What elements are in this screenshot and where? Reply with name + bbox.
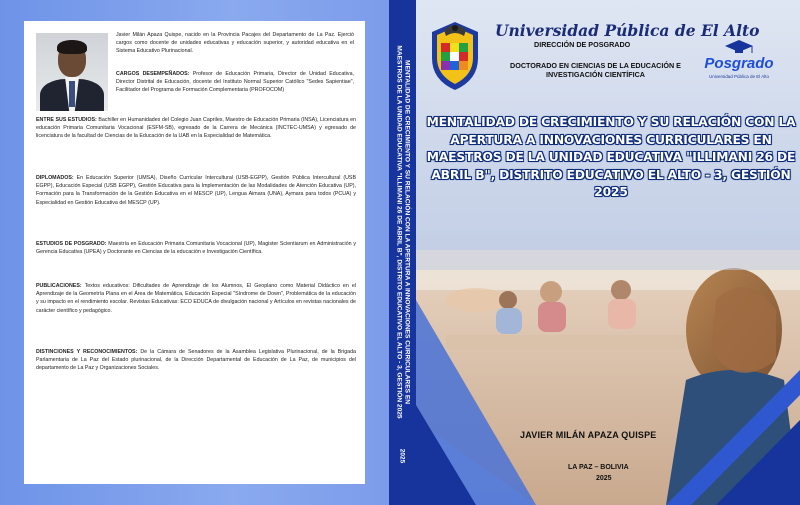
- cargos-section: [116, 70, 354, 95]
- spine-title-line-1: MENTALIDAD DE CRECIMIENTO Y SU RELACIÓN CON LA APERTURA A INNOVACIONES CURRICULARES EN: [403, 60, 411, 404]
- publicaciones-label: PUBLICACIONES:: [36, 283, 82, 289]
- back-cover: [0, 0, 389, 505]
- university-crest-logo: [424, 18, 486, 94]
- book-title: MENTALIDAD DE CRECIMIENTO Y SU RELACIÓN CON LA APERTURA A INNOVACIONES CURRICULARES EN MAESTROS DE LA UNIDAD EDUCATIVA "ILLIMANI 26 DE ABRIL B", DISTRITO EDUCATIVO EL ALTO - 3, GESTIÓN 2025: [426, 115, 796, 200]
- spine-title: [394, 12, 411, 452]
- cargos-label: CARGOS DESEMPEÑADOS:: [116, 71, 190, 77]
- author-photo: [36, 33, 108, 111]
- spine-year: 2025: [398, 448, 406, 464]
- posgrado-text: Maestría en Educación Primaria Comunitaria Vocacional (UP), Magister Scientiarum en Administración y Gerencia Educativa (UPEA) y Doctorante en Ciencias de la educación e Investigación Científica.: [36, 241, 356, 256]
- distinciones-text: De la Cámara de Senadores de la Asamblea Legislativa Plurinacional, de la Brigada Parlamentaria de La Paz del Estado plurinacional, de la Dirección Departamental de Educación de La Paz, de municipios del departamento de La Paz y Organizaciones Sociales.: [36, 349, 356, 372]
- author-intro: Javier Milán Apaza Quispe, nacido en la Provincia Pacajes del Departamento de La Paz. Ejerció cargos como docente de unidades educativas y educación superior, y autoridad educativa en el Sistema Educativo Plurinacional.: [116, 32, 354, 55]
- university-name: Universidad Pública de El Alto: [495, 21, 760, 40]
- doctoral-program: DOCTORADO EN CIENCIAS DE LA EDUCACIÓN E INVESTIGACIÓN CIENTÍFICA: [510, 61, 681, 79]
- distinciones-label: DISTINCIONES Y RECONOCIMIENTOS:: [36, 349, 138, 355]
- author-name: JAVIER MILÁN APAZA QUISPE: [520, 430, 657, 440]
- publicaciones-section: [36, 282, 356, 315]
- posgrado-section: [36, 240, 356, 256]
- postgraduate-direction: DIRECCIÓN DE POSGRADO: [534, 40, 631, 49]
- publication-year: 2025: [596, 475, 612, 482]
- spine-title-line-2: MAESTROS DE LA UNIDAD EDUCATIVA "ILLIMANI 26 DE ABRIL B", DISTRITO EDUCATIVO EL ALTO - 3, GESTIÓN 2025: [395, 45, 402, 419]
- posgrado-label: ESTUDIOS DE POSGRADO:: [36, 241, 107, 247]
- cargos-text: Profesor de Educación Primaria, Director de Unidad Educativa, Director Distrital de Educación, docente del Instituto Normal Superior Católico "Sedes Sapientiae", Facilitador del Programa de Formación Complementaria (PROFOCOM): [116, 71, 354, 94]
- estudios-section: [36, 116, 356, 141]
- publicaciones-text: Textos educativos: Dificultades de Aprendizaje de los Alumnos, El Geoplano como Material Didáctico en el Aprendizaje de la Geometría Plana en el Área de Matemática, Educación Especial "Síndrome de Down", Problemática de la educación y su impacto en el rendimiento escolar. Revistas Educativas: ECO EDUCA de divulgación nacional y Artículos en revistas nacionales de carácter científico y pedagógico.: [36, 283, 356, 314]
- author-bio-panel: [24, 21, 365, 484]
- diplomados-label: DIPLOMADOS:: [36, 175, 74, 181]
- publication-place: LA PAZ – BOLIVIA: [568, 464, 629, 471]
- posgrado-logo: [693, 38, 785, 84]
- distinciones-section: [36, 348, 356, 373]
- posgrado-logo-text: Posgrado: [704, 55, 774, 72]
- diplomados-section: [36, 174, 356, 207]
- estudios-text: Bachiller en Humanidades del Colegio Juan Capriles, Maestro de Educación Primaria (INSA), Licenciatura en educación Primaria Comunitaria Vocacional (ESFM-SB), egresado de la Carrera de Mecánica (INCTEC-UMSA) y egresado de licenciatura de la facultad de Ciencias de la Educación de la UAB en la Especialidad de Matemática.: [36, 117, 356, 140]
- posgrado-tagline: Universidad Pública de El Alto: [708, 74, 770, 79]
- diplomados-text: En Educación Superior (UMSA), Diseño Curricular Intercultural (USB-EGPP), Gestión Pública Intercultural (USB EGPP), Educación Especial (USB EGPP), Gestión Educativa para la Implementación de las Modalidades de Atención Educativa (UP), Formación para la Transformación de la Gestión Educativa en el MESCP (UP), Lengua Aimara (UNA), Aymara para todos (PCUA) y Especialidad en Gestión Educativa del MESCP (UP).: [36, 175, 356, 206]
- estudios-label: ENTRE SUS ESTUDIOS:: [36, 117, 97, 123]
